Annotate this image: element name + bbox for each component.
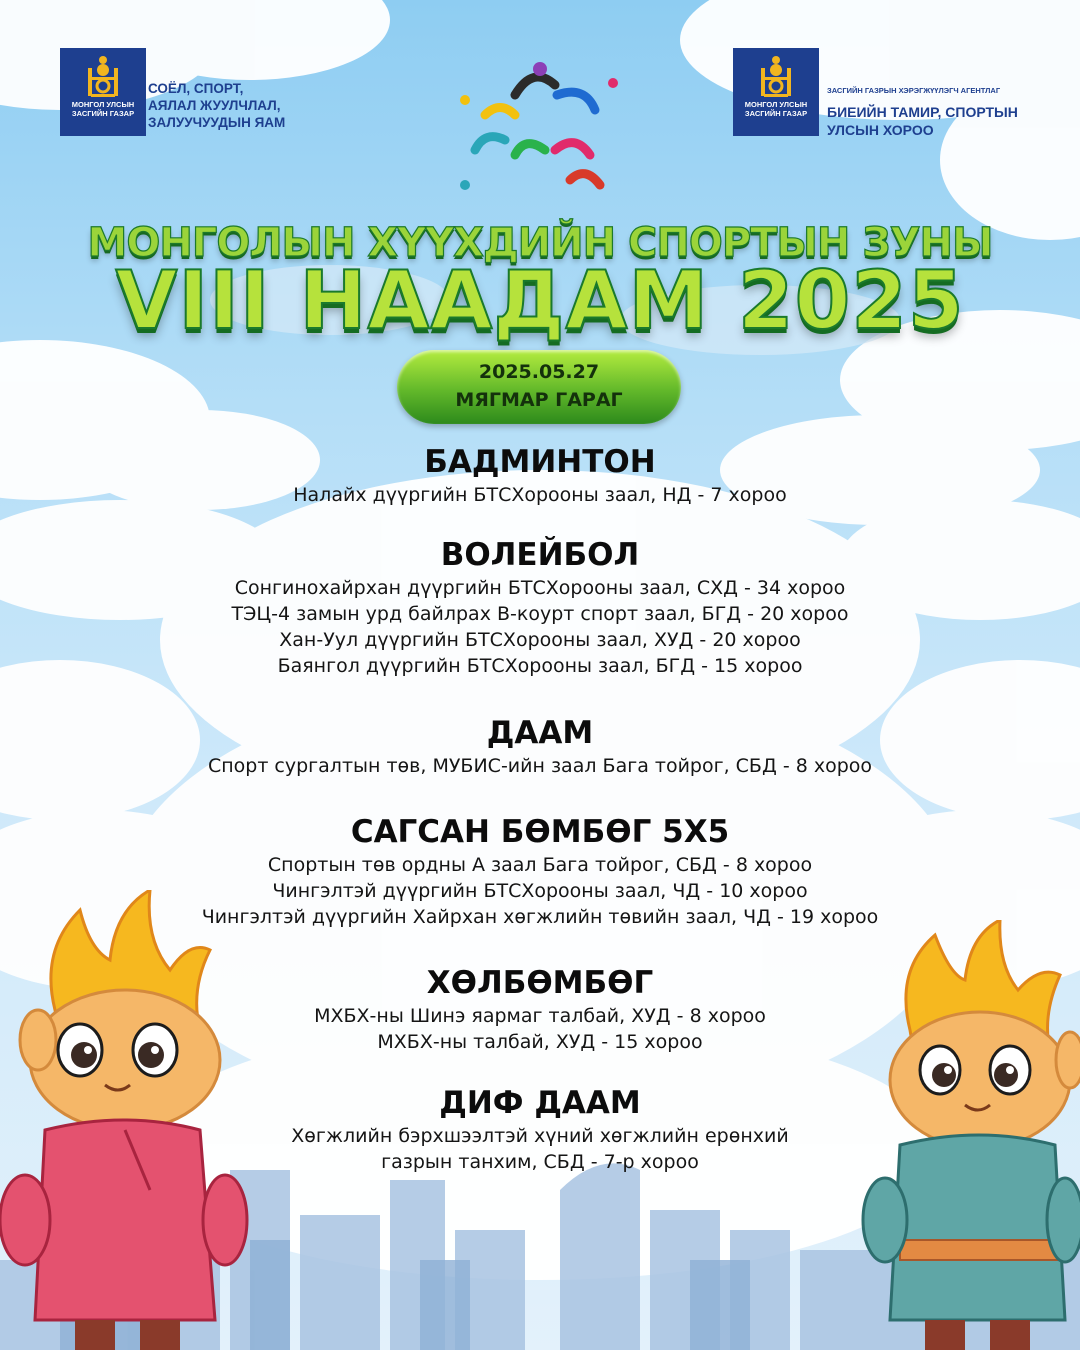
venue-line: Баянгол дүүргийн БТСХорооны заал, БГД - 15 хороо	[277, 655, 803, 677]
venue-line: МХБХ-ны Шинэ яармаг талбай, ХУД - 8 хороо	[314, 1005, 766, 1027]
soyombo-icon	[758, 54, 794, 98]
venue-line: Налайх дүүргийн БТСХорооны заал, НД - 7 хороо	[293, 484, 787, 506]
section-title: БАДМИНТОН	[424, 444, 656, 480]
venue-line: Сонгинохайрхан дүүргийн БТСХорооны заал, СХД - 34 хороо	[234, 577, 846, 599]
venue-line: Чингэлтэй дүүргийн Хайрхан хөгжлийн төвийн заал, ЧД - 19 хороо	[201, 906, 879, 928]
logo-caption: МОНГОЛ УЛСЫН ЗАСГИЙН ГАЗАР	[71, 100, 135, 118]
venue-line: Хан-Уул дүүргийн БТСХорооны заал, ХУД - 20 хороо	[279, 629, 801, 651]
venue-line: ТЭЦ-4 замын урд байлрах В-коурт спорт заал, БГД - 20 хороо	[231, 603, 849, 625]
date-badge	[397, 350, 681, 424]
festival-emblem-icon	[445, 55, 635, 205]
mascot-right-icon	[860, 920, 1080, 1350]
venue-line: МХБХ-ны талбай, ХУД - 15 хороо	[377, 1031, 703, 1053]
section-title: ВОЛЕЙБОЛ	[440, 537, 640, 573]
section-title: ХӨЛБӨМБӨГ	[426, 965, 654, 1001]
section-volleyball	[0, 535, 1080, 679]
mascot-left-icon	[0, 890, 250, 1350]
section-title: ДИФ ДААМ	[439, 1085, 641, 1121]
government-logo-left	[60, 48, 146, 136]
section-badminton	[0, 442, 1080, 508]
date-value: 2025.05.27	[478, 361, 600, 383]
venue-line: Хөгжлийн бэрхшээлтэй хүний хөгжлийн ерөнхий	[291, 1125, 789, 1147]
venue-line: Спорт сургалтын төв, МУБИС-ийн заал Бага тойрог, СБД - 8 хороо	[207, 755, 873, 777]
event-title-line1: МОНГОЛЫН ХҮҮХДИЙН СПОРТЫН ЗУНЫ	[87, 220, 993, 266]
section-title: ДААМ	[486, 715, 594, 751]
event-title-line2: VIII НААДАМ 2025	[115, 254, 965, 347]
weekday-value: МЯГМАР ГАРАГ	[455, 389, 623, 411]
ministry-name: СОЁЛ, СПОРТ, АЯЛАЛ ЖУУЛЧЛАЛ, ЗАЛУУЧУУДЫН ЯАМ	[148, 81, 286, 130]
logo-caption: МОНГОЛ УЛСЫН ЗАСГИЙН ГАЗАР	[744, 100, 808, 118]
government-logo-right	[733, 48, 819, 136]
agency-subtitle: ЗАСГИЙН ГАЗРЫН ХЭРЭГЖҮҮЛЭГЧ АГЕНТЛАГ	[827, 86, 1001, 95]
venue-line: Спортын төв ордны А заал Бага тойрог, СБД - 8 хороо	[267, 854, 813, 876]
section-title: САГСАН БӨМБӨГ 5Х5	[350, 814, 730, 850]
agency-name: БИЕИЙН ТАМИР, СПОРТЫН УЛСЫН ХОРОО	[827, 104, 1018, 138]
venue-line: газрын танхим, СБД - 7-р хороо	[381, 1151, 699, 1173]
soyombo-icon	[85, 54, 121, 98]
venue-line: Чингэлтэй дүүргийн БТСХорооны заал, ЧД - 10 хороо	[272, 880, 808, 902]
section-checkers	[0, 713, 1080, 779]
